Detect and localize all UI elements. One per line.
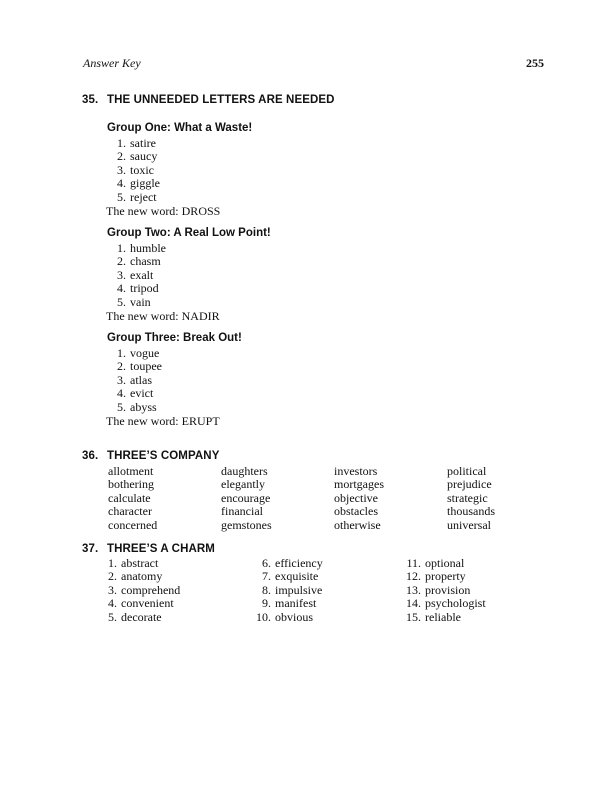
word-cell: thousands [447, 504, 495, 519]
list-item: 13. provision [406, 582, 471, 597]
answer-list [107, 137, 252, 204]
word-cell: political [447, 464, 487, 478]
list-item: 10. obvious [256, 609, 314, 624]
list-item: 12. property [406, 569, 466, 584]
answer-item: 4. tripod [117, 281, 159, 296]
list-item: 6. efficiency [262, 556, 323, 570]
word-cell: objective [334, 490, 378, 505]
new-word: The new word: NADIR [106, 308, 220, 323]
answer-item: 4. giggle [117, 176, 160, 191]
list-item: 8. impulsive [262, 582, 323, 597]
list-item: 9. manifest [262, 596, 317, 611]
list-item: 2. anatomy [108, 569, 163, 584]
list-item: 4. convenient [108, 596, 174, 611]
answer-item: 3. atlas [117, 372, 152, 387]
word-cell: obstacles [334, 504, 378, 519]
answer-item: 1. satire [117, 136, 156, 150]
word-cell: character [108, 504, 152, 519]
answer-item: 2. chasm [117, 254, 161, 269]
group-title: Group Three: Break Out! [107, 332, 242, 344]
section-title: THE UNNEEDED LETTERS ARE NEEDED [107, 94, 335, 106]
word-cell: mortgages [334, 477, 384, 492]
word-cell: gemstones [221, 517, 272, 532]
word-cell: encourage [221, 490, 271, 505]
section-37-heading [82, 543, 215, 555]
word-grid [108, 465, 560, 532]
word-cell: investors [334, 464, 378, 478]
section-title: THREE’S A CHARM [107, 543, 215, 555]
list-item: 5. decorate [108, 609, 162, 624]
new-word: The new word: DROSS [106, 203, 221, 218]
page-number: 255 [526, 56, 544, 70]
word-cell: concerned [108, 517, 158, 532]
word-cell: daughters [221, 464, 268, 478]
answer-item: 3. toxic [117, 162, 154, 177]
word-cell: calculate [108, 490, 151, 505]
word-cell: allotment [108, 464, 154, 478]
section-number: 35. [82, 94, 99, 106]
answer-group-1 [107, 121, 252, 218]
word-cell: financial [221, 504, 263, 519]
answer-group-2 [107, 226, 271, 323]
section-number: 36. [82, 450, 99, 462]
list-item: 3. comprehend [108, 582, 181, 597]
answer-item: 2. saucy [117, 149, 158, 164]
word-cell: universal [447, 517, 491, 532]
charm-column-1 [105, 557, 180, 624]
answer-group-3 [107, 331, 242, 428]
group-title: Group One: What a Waste! [107, 122, 253, 134]
answer-item: 3. exalt [117, 267, 154, 282]
charm-column-3 [404, 557, 486, 624]
list-item: 1. abstract [108, 556, 159, 570]
section-number: 37. [82, 543, 99, 555]
group-title: Group Two: A Real Low Point! [107, 227, 271, 239]
section-title: THREE’S COMPANY [107, 450, 220, 462]
answer-item: 5. abyss [117, 399, 157, 414]
word-cell: strategic [447, 490, 488, 505]
section-36-heading [82, 450, 219, 462]
answer-item: 2. toupee [117, 359, 162, 374]
list-item: 11. optional [406, 556, 465, 570]
new-word: The new word: ERUPT [106, 413, 220, 428]
answer-list [107, 347, 242, 414]
charm-column-2 [254, 557, 323, 624]
answer-item: 1. vogue [117, 346, 160, 360]
section-35-heading [82, 94, 335, 106]
answer-item: 5. vain [117, 294, 151, 309]
answer-item: 5. reject [117, 189, 157, 204]
running-header-title: Answer Key [83, 56, 141, 70]
word-cell: bothering [108, 477, 154, 492]
word-cell: prejudice [447, 477, 492, 492]
word-cell: otherwise [334, 517, 381, 532]
word-cell: elegantly [221, 477, 265, 492]
answer-item: 4. evict [117, 386, 154, 401]
list-item: 7. exquisite [262, 569, 319, 584]
answer-item: 1. humble [117, 241, 166, 255]
list-item: 15. reliable [406, 609, 461, 624]
list-item: 14. psychologist [406, 596, 486, 611]
answer-list [107, 242, 271, 309]
